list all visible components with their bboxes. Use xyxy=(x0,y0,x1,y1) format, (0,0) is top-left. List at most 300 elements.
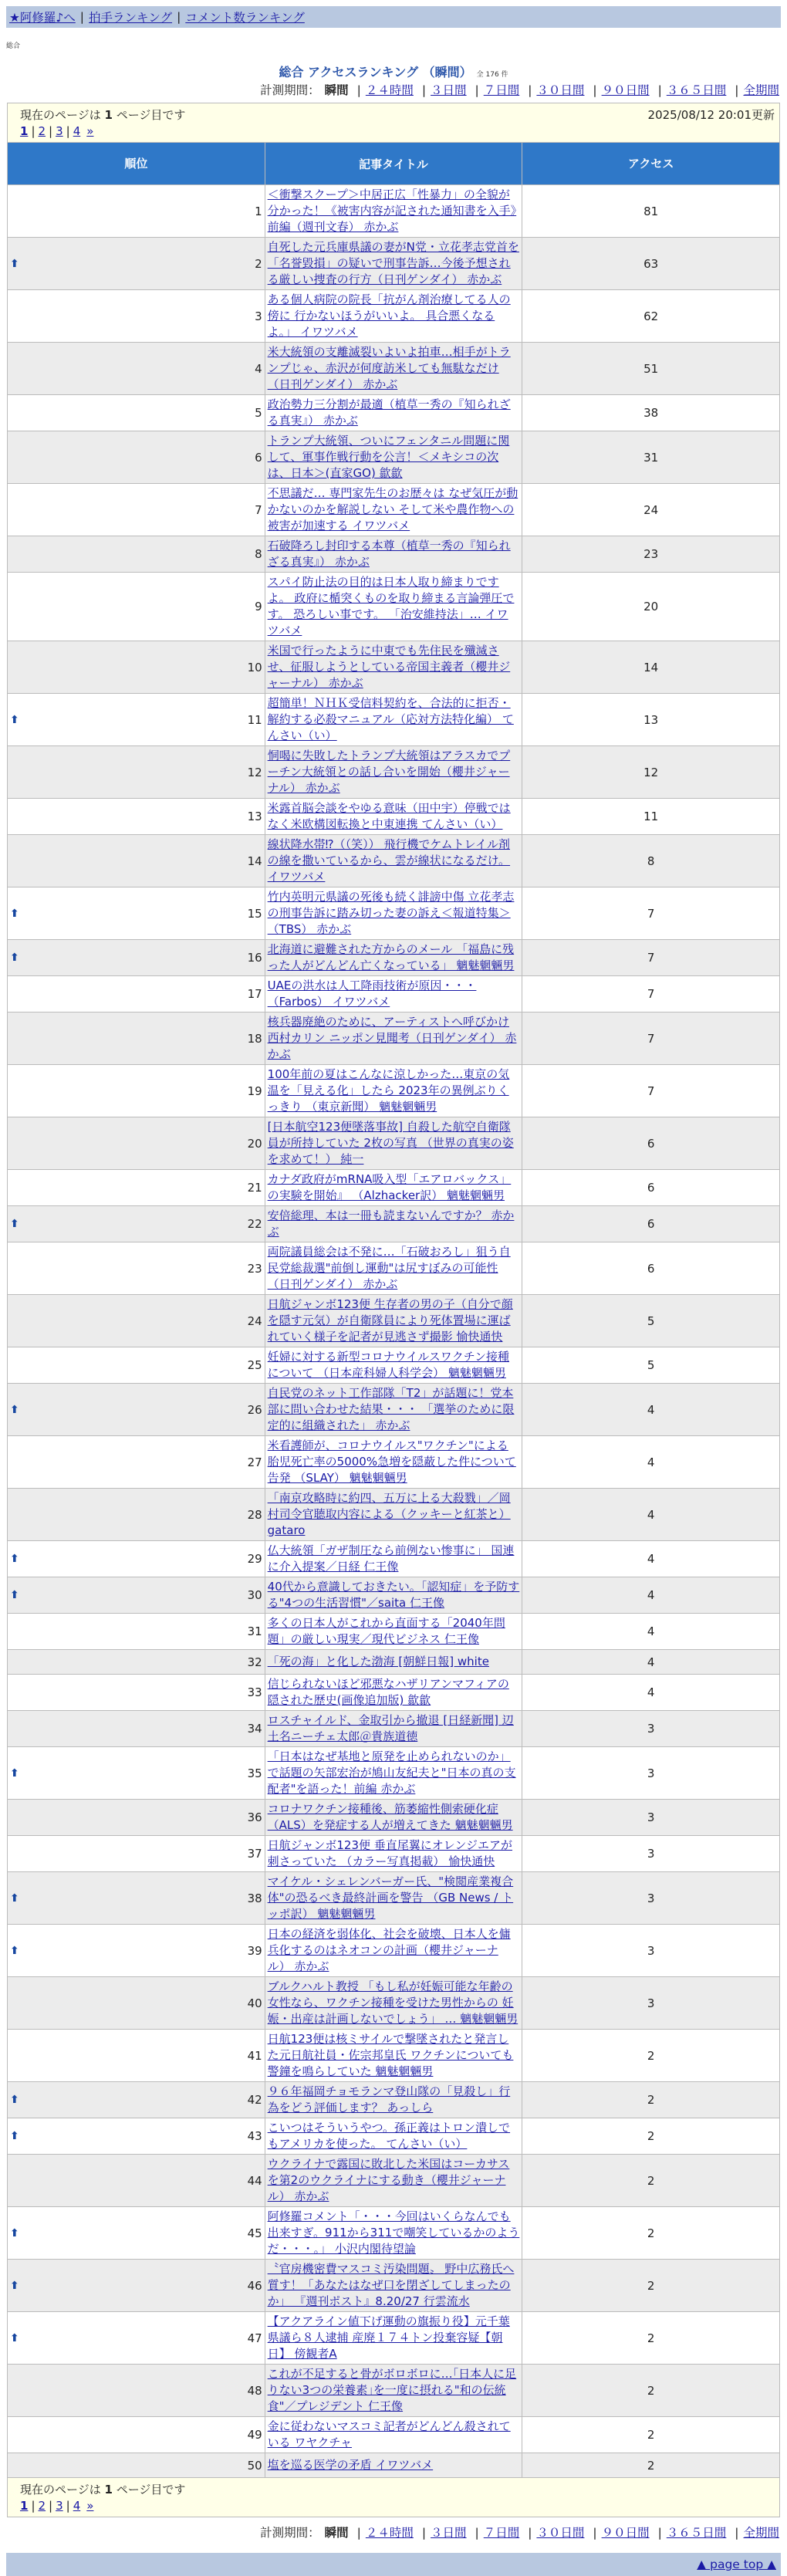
title-cell xyxy=(265,940,522,976)
rank-number: 5 xyxy=(255,406,262,420)
pager-row-bottom xyxy=(8,2478,780,2517)
table-row xyxy=(8,2453,780,2478)
title-cell xyxy=(265,887,522,940)
up-arrow-icon: ⬆ xyxy=(10,1589,19,1601)
title-cell xyxy=(265,343,522,395)
rank-cell xyxy=(8,799,265,835)
rank-cell xyxy=(8,1117,265,1170)
period-link-365d[interactable]: ３６５日間 xyxy=(666,2526,727,2540)
rank-cell xyxy=(8,1065,265,1117)
title-cell xyxy=(265,2312,522,2365)
table-row xyxy=(8,1117,780,1170)
article-link[interactable]: ９６年福岡チョモランマ登山隊の「見殺し」行為をどう評価します？ あっしら xyxy=(267,2084,511,2115)
page-links: 1 | 2 | 3 | 4 » xyxy=(20,2499,94,2513)
table-row xyxy=(8,1650,780,1675)
table-row xyxy=(8,2082,780,2118)
title-cell xyxy=(265,1577,522,1614)
table-row xyxy=(8,1489,780,1541)
table-row xyxy=(8,940,780,976)
period-link-90d[interactable]: ９０日間 xyxy=(601,2526,650,2540)
access-count: 13 xyxy=(522,694,780,746)
title-cell xyxy=(265,1295,522,1347)
article-link[interactable]: 石破降ろし封印する本尊（植草一秀の『知られざる真実』） 赤かぶ xyxy=(267,539,511,569)
period-label: 計測期間： xyxy=(260,2526,320,2540)
table-row xyxy=(8,395,780,431)
up-arrow-icon: ⬆ xyxy=(10,2331,19,2344)
title-cell xyxy=(265,536,522,573)
page-link-3[interactable]: 3 xyxy=(56,124,63,138)
title-cell xyxy=(265,290,522,343)
rank-number: 4 xyxy=(255,361,262,376)
table-row xyxy=(8,1347,780,1384)
access-count: 63 xyxy=(522,238,780,290)
access-count: 2 xyxy=(522,2030,780,2082)
title-cell xyxy=(265,1711,522,1747)
table-row xyxy=(8,887,780,940)
title-cell xyxy=(265,2155,522,2207)
period-link-7d[interactable]: ７日間 xyxy=(483,2526,520,2540)
title-cell xyxy=(265,1436,522,1489)
access-count: 5 xyxy=(522,1347,780,1384)
rank-cell xyxy=(8,1577,265,1614)
table-row xyxy=(8,1614,780,1650)
access-count: 2 xyxy=(522,2312,780,2365)
table-row xyxy=(8,2365,780,2417)
access-count: 5 xyxy=(522,1295,780,1347)
rank-number: 35 xyxy=(247,1766,262,1780)
section-label: 総合 xyxy=(6,42,21,50)
table-row xyxy=(8,1295,780,1347)
title-cell xyxy=(265,1977,522,2030)
article-link[interactable]: 両院議員総会は不発に…「石破おろし」狙う自民党総裁選"前倒し運動"は尻すぼみの可能性（日刊ゲンダイ） 赤かぶ xyxy=(267,1245,511,1291)
rank-number: 50 xyxy=(247,2458,262,2473)
title-cell xyxy=(265,1347,522,1384)
table-row xyxy=(8,2030,780,2082)
table-row xyxy=(8,484,780,536)
article-link[interactable]: 核兵器廃絶のために、アーティストへ呼びかけ 西村カリン ニッポン見聞考（日刊ゲンダイ） 赤かぶ xyxy=(267,1015,517,1061)
table-row xyxy=(8,1711,780,1747)
article-link[interactable]: 多くの日本人がこれから直面する「2040年問題」の厳しい現実／現代ビジネス 仁王像 xyxy=(267,1616,505,1646)
access-count: 3 xyxy=(522,1925,780,1977)
rank-cell xyxy=(8,1614,265,1650)
up-arrow-icon: ⬆ xyxy=(10,1766,19,1780)
title-cell xyxy=(265,641,522,694)
period-link-30d[interactable]: ３０日間 xyxy=(536,83,585,97)
period-link-365d[interactable]: ３６５日間 xyxy=(666,83,727,97)
table-row xyxy=(8,1836,780,1872)
rank-cell xyxy=(8,2207,265,2260)
period-link-90d[interactable]: ９０日間 xyxy=(601,83,650,97)
article-link[interactable]: カナダ政府がmRNA吸入型「エアロバックス」の実験を開始』 （Alzhacker訳） 魑魅魍魎男 xyxy=(267,1172,512,1202)
pager-bottom xyxy=(8,2478,779,2517)
page-title: 総合 アクセスランキング （瞬間） xyxy=(279,65,472,79)
table-header-row xyxy=(8,143,780,185)
access-count: 3 xyxy=(522,1800,780,1836)
access-count: 2 xyxy=(522,2118,780,2155)
article-link[interactable]: 米大統領の支離滅裂いよいよ拍車…相手がトランプじゃ、赤沢が何度訪米しても無駄なだけ（日刊ゲンダイ） 赤かぶ xyxy=(267,345,511,391)
rank-number: 48 xyxy=(247,2383,262,2398)
title-cell xyxy=(265,1747,522,1800)
up-arrow-icon: ⬆ xyxy=(10,1944,19,1957)
table-row xyxy=(8,431,780,484)
table-row xyxy=(8,1384,780,1436)
table-row xyxy=(8,1012,780,1065)
article-link[interactable]: 政治勢力三分割が最適（植草一秀の『知られざる真実』） 赤かぶ xyxy=(267,397,511,428)
up-arrow-icon: ⬆ xyxy=(10,257,19,270)
access-count: 4 xyxy=(522,1614,780,1650)
rank-cell xyxy=(8,1836,265,1872)
rank-cell xyxy=(8,2260,265,2312)
access-count: 3 xyxy=(522,1977,780,2030)
article-link[interactable]: 不思議だ… 専門家先生のお歴々は なぜ気圧が動かないのかを解説しない そして米や農作物への被害が加速する イワツバメ xyxy=(267,486,518,532)
up-arrow-icon: ⬆ xyxy=(10,907,19,920)
article-link[interactable]: 竹内英明元県議の死後も続く誹謗中傷 立花孝志の刑事告訴に踏み切った妻の訴え＜報道特集＞（TBS） 赤かぶ xyxy=(267,890,515,936)
period-link-3d[interactable]: ３日間 xyxy=(431,83,467,97)
access-count: 3 xyxy=(522,1836,780,1872)
separator: | xyxy=(177,10,181,24)
access-count: 20 xyxy=(522,573,780,641)
title-cell xyxy=(265,238,522,290)
title-cell xyxy=(265,1384,522,1436)
title-cell xyxy=(265,1012,522,1065)
rank-number: 49 xyxy=(247,2428,262,2442)
article-link[interactable]: 金に従わないマスコミ記者がどんどん殺されている ワヤクチャ xyxy=(267,2419,511,2449)
article-link[interactable]: 安倍総理、本は一冊も読まないんですか？ 赤かぶ xyxy=(267,1209,515,1239)
table-row xyxy=(8,1872,780,1925)
title-cell xyxy=(265,1242,522,1295)
page-link-4[interactable]: 4 xyxy=(73,2499,81,2513)
rank-number: 46 xyxy=(247,2278,262,2293)
article-link[interactable]: こいつはそういうやつ。孫正義はトロン潰しでもアメリカを使った。 てんさい（い） xyxy=(267,2121,511,2151)
rank-number: 7 xyxy=(255,502,262,517)
access-count: 7 xyxy=(522,1065,780,1117)
title-cell xyxy=(265,1800,522,1836)
access-count: 12 xyxy=(522,746,780,799)
table-row xyxy=(8,694,780,746)
access-count: 2 xyxy=(522,2417,780,2453)
rank-number: 27 xyxy=(247,1455,262,1469)
period-current: 瞬間 xyxy=(324,2526,349,2540)
access-count: 3 xyxy=(522,1747,780,1800)
article-link[interactable]: スパイ防止法の目的は日本人取り締まりですよ。 政府に楯突くものを取り締まる言論弾圧です。 恐ろしい事です。 「治安維持法」… イワツバメ xyxy=(267,575,515,637)
rank-cell xyxy=(8,484,265,536)
title-cell xyxy=(265,2453,522,2478)
page-top-link[interactable]: ▲ page top ▲ xyxy=(697,2557,776,2571)
access-count: 7 xyxy=(522,940,780,976)
rank-cell xyxy=(8,2155,265,2207)
access-count: 2 xyxy=(522,2453,780,2478)
rank-cell xyxy=(8,1541,265,1577)
table-row xyxy=(8,1747,780,1800)
table-row xyxy=(8,1977,780,2030)
rank-number: 8 xyxy=(255,547,262,561)
period-link-24h[interactable]: ２４時間 xyxy=(365,2526,414,2540)
rank-cell xyxy=(8,1012,265,1065)
up-arrow-icon: ⬆ xyxy=(10,2130,19,2142)
up-arrow-icon: ⬆ xyxy=(10,2094,19,2106)
rank-cell xyxy=(8,1747,265,1800)
article-link[interactable]: 日航ジャンボ123便 生存者の男の子（自分で顔を隠す元気）が自衛隊員により死体置場に運ばれていく様子を記者が見逃さず撮影 愉快通快 xyxy=(267,1297,513,1344)
rank-cell xyxy=(8,1295,265,1347)
period-link-all[interactable]: 全期間 xyxy=(743,2526,779,2540)
up-arrow-icon: ⬆ xyxy=(10,2226,19,2240)
title-cell xyxy=(265,484,522,536)
page-title-row xyxy=(0,63,787,78)
period-link-all[interactable]: 全期間 xyxy=(743,83,779,97)
access-count: 4 xyxy=(522,1541,780,1577)
article-link[interactable]: 恫喝に失敗したトランプ大統領はアラスカでプーチン大統領との話し合いを開始（櫻井ジャーナル） 赤かぶ xyxy=(267,749,511,795)
rank-cell xyxy=(8,1711,265,1747)
access-count: 38 xyxy=(522,395,780,431)
table-row xyxy=(8,2260,780,2312)
access-count: 8 xyxy=(522,835,780,887)
article-link[interactable]: ＜衝撃スクープ＞中居正広「性暴力」の全貌が分かった！《被害内容が記された通知書を入手》前編（週刊文春） 赤かぶ xyxy=(267,188,517,234)
table-row xyxy=(8,238,780,290)
article-link[interactable]: 妊婦に対する新型コロナウイルスワクチン接種について （日本産科婦人科学会） 魑魅魍魎男 xyxy=(267,1350,510,1380)
article-link[interactable]: ある個人病院の院長「抗がん剤治療してる人の傍に 行かないほうがいいよ。 具合悪くなるよ。」 イワツバメ xyxy=(267,292,511,339)
comment-ranking-link[interactable]: コメント数ランキング xyxy=(185,11,305,25)
rank-cell xyxy=(8,343,265,395)
title-cell xyxy=(265,2082,522,2118)
page-link-2[interactable]: 2 xyxy=(38,124,46,138)
title-cell xyxy=(265,1489,522,1541)
page-link-4[interactable]: 4 xyxy=(73,124,81,138)
title-cell xyxy=(265,1925,522,1977)
next-page-link[interactable]: » xyxy=(86,124,94,138)
article-link[interactable]: 日航ジャンボ123便 垂直尾翼にオレンジエアが刺さっていた （カラー写真掲載） 愉快通快 xyxy=(267,1838,513,1868)
title-cell xyxy=(265,1206,522,1242)
rank-number: 15 xyxy=(247,906,262,921)
article-link[interactable]: [日本航空123便墜落事故] 自殺した航空自衛隊員が所持していた 2枚の写真 （世界の真実の姿を求めて！） 純一 xyxy=(267,1120,514,1166)
access-count: 4 xyxy=(522,1577,780,1614)
article-link[interactable]: 米露首脳会談をやゆる意味（田中宇）停戦ではなく米欧構図転換と中東連携 てんさい（い） xyxy=(267,801,511,831)
title-cell xyxy=(265,799,522,835)
title-cell xyxy=(265,1675,522,1711)
updated-timestamp: 2025/08/12 20:01更新 xyxy=(647,108,775,122)
rank-cell xyxy=(8,2417,265,2453)
table-row xyxy=(8,641,780,694)
page-link-2[interactable]: 2 xyxy=(38,2499,46,2513)
rank-number: 18 xyxy=(247,1031,262,1046)
table-row xyxy=(8,2312,780,2365)
article-link[interactable]: 日本の経済を弱体化、社会を破壊、日本人を傭兵化するのはネオコンの計画（櫻井ジャーナル） 赤かぶ xyxy=(267,1927,511,1973)
rank-number: 9 xyxy=(255,600,262,614)
access-count: 3 xyxy=(522,1872,780,1925)
access-count: 4 xyxy=(522,1650,780,1675)
article-link[interactable]: トランプ大統領、ついにフェンタニル問題に関して、軍事作戦行動を公言！＜メキシコの次は、日本＞(直家GO) 歙歙 xyxy=(267,434,510,480)
article-link[interactable]: 北海道に避難された方からのメール 「福島に残った人がどんどん亡くなっている」 魑魅魍魎男 xyxy=(267,942,515,972)
rank-cell xyxy=(8,1170,265,1206)
ranking-table xyxy=(7,103,780,2517)
access-count: 23 xyxy=(522,536,780,573)
up-arrow-icon: ⬆ xyxy=(10,1553,19,1565)
article-link[interactable]: 超簡単！ＮＨＫ受信料契約を、合法的に拒否・解約する必殺マニュアル（応対方法特化編） てんさい（い） xyxy=(267,696,514,742)
article-link[interactable]: コロナワクチン接種後、筋萎縮性側索硬化症（ALS）を発症する人が増えてきた 魑魅魍魎男 xyxy=(267,1802,513,1832)
rank-number: 29 xyxy=(247,1552,262,1566)
access-count: 3 xyxy=(522,1711,780,1747)
title-cell xyxy=(265,694,522,746)
rank-number: 16 xyxy=(247,951,262,965)
access-count: 6 xyxy=(522,1242,780,1295)
title-cell xyxy=(265,2030,522,2082)
rank-number: 45 xyxy=(247,2226,262,2240)
table-row xyxy=(8,1206,780,1242)
title-cell xyxy=(265,573,522,641)
rank-cell xyxy=(8,887,265,940)
rank-cell xyxy=(8,395,265,431)
rank-cell xyxy=(8,290,265,343)
applause-ranking-link[interactable]: 拍手ランキング xyxy=(89,11,173,25)
title-cell xyxy=(265,431,522,484)
home-link[interactable]: ★阿修羅♪へ xyxy=(9,11,76,25)
rank-cell xyxy=(8,1925,265,1977)
rank-cell xyxy=(8,694,265,746)
rank-number: 22 xyxy=(247,1217,262,1231)
access-count: 2 xyxy=(522,2365,780,2417)
title-cell xyxy=(265,835,522,887)
rank-cell xyxy=(8,2082,265,2118)
title-cell xyxy=(265,2260,522,2312)
article-link[interactable]: 自民党のネット工作部隊「T2」が話題に！党本部に問い合わせた結果・・・ 「選挙のために限定的に組織された」 赤かぶ xyxy=(267,1386,515,1432)
article-link[interactable]: 「死の海」と化した渤海 [朝鮮日報] white xyxy=(267,1655,489,1668)
article-link[interactable]: 自死した元兵庫県議の妻がN党・立花孝志党首を「名誉毀損」の疑いで刑事告訴…今後予想される厳しい捜査の行方（日刊ゲンダイ） 赤かぶ xyxy=(267,240,519,286)
rank-number: 47 xyxy=(247,2331,262,2345)
rank-cell xyxy=(8,1675,265,1711)
rank-number: 26 xyxy=(247,1402,262,1417)
article-link[interactable]: 仏大統領「ガザ制圧なら前例ない惨事に」 国連に介入提案／日経 仁王像 xyxy=(267,1543,515,1574)
rank-cell xyxy=(8,573,265,641)
article-link[interactable]: 米看護師が、コロナウイルス"ワクチン"による胎児死亡率の5000%急増を隠蔽した件について告発 （SLAY） 魑魅魍魎男 xyxy=(267,1438,516,1485)
table-row xyxy=(8,1577,780,1614)
next-page-link[interactable]: » xyxy=(86,2499,94,2513)
article-link[interactable]: 阿修羅コメント「・・・今回はいくらなんでも出来すぎ。911から311で嘲笑しているかのようだ・・・。」 小沢内閣待望論 xyxy=(267,2209,520,2256)
article-link[interactable]: ウクライナで露国に敗北した米国はコーカサスを第2のウクライナにする動き（櫻井ジャーナル） 赤かぶ xyxy=(267,2157,510,2203)
article-link[interactable]: ロスチャイルド、金取引から撤退 [日経新聞] 辺土名ニーチェ太郎＠貴族道徳 xyxy=(267,1713,514,1743)
access-count: 6 xyxy=(522,1206,780,1242)
title-cell xyxy=(265,1541,522,1577)
rank-number: 6 xyxy=(255,450,262,465)
table-row xyxy=(8,1925,780,1977)
rank-number: 17 xyxy=(247,987,262,1001)
up-arrow-icon: ⬆ xyxy=(10,713,19,726)
period-selector-bottom: 計測期間： 瞬間 | ２４時間 | ３日間 | ７日間 | ３０日間 | ９０日間 | ３６５日間 | 全期間 xyxy=(260,2526,779,2540)
table-row xyxy=(8,2207,780,2260)
table-row xyxy=(8,1800,780,1836)
title-cell xyxy=(265,1614,522,1650)
rank-number: 23 xyxy=(247,1261,262,1276)
period-link-30d[interactable]: ３０日間 xyxy=(536,2526,585,2540)
article-link[interactable]: UAEの洪水は人工降雨技術が原因・・・（Farbos） イワツバメ xyxy=(267,979,477,1009)
table-row xyxy=(8,1436,780,1489)
table-row xyxy=(8,2118,780,2155)
period-link-3d[interactable]: ３日間 xyxy=(431,2526,467,2540)
article-link[interactable]: 〝官房機密費マスコミ汚染問題〟 野中広務氏へ質す！「あなたはなぜ口を閉ざしてしまったのか」 『週刊ポスト』8.20/27 行雲流水 xyxy=(267,2262,515,2308)
article-link[interactable]: 40代から意識しておきたい。「認知症」を予防する"4つの生活習慣"／saita 仁王像 xyxy=(267,1580,520,1610)
access-count: 7 xyxy=(522,976,780,1012)
period-current: 瞬間 xyxy=(324,83,349,97)
footer-bar xyxy=(6,2553,781,2576)
access-count: 2 xyxy=(522,2260,780,2312)
rank-cell xyxy=(8,1650,265,1675)
article-link[interactable]: 線状降水帯⁉（（笑）） 飛行機でケムトレイル剤の線を撒いているから、雲が線状になるだけ。 イワツバメ xyxy=(267,837,511,884)
table-row xyxy=(8,1170,780,1206)
up-arrow-icon: ⬆ xyxy=(10,952,19,964)
up-arrow-icon: ⬆ xyxy=(10,1218,19,1230)
access-count: 11 xyxy=(522,799,780,835)
table-row xyxy=(8,290,780,343)
period-link-7d[interactable]: ７日間 xyxy=(483,83,520,97)
article-link[interactable]: 100年前の夏はこんなに涼しかった…東京の気温を「見える化」したら 2023年の異例ぶりくっきり （東京新聞） 魑魅魍魎男 xyxy=(267,1067,510,1114)
title-cell xyxy=(265,2118,522,2155)
article-link[interactable]: 信じられないほど邪悪なハザリアンマフィアの隠された歴史(画像追加版) 歙歙 xyxy=(267,1677,509,1707)
title-cell xyxy=(265,1872,522,1925)
table-row xyxy=(8,746,780,799)
article-link[interactable]: 【アクアライン値下げ運動の旗振り役】元千葉県議ら８人逮捕 産廃１７４トン投棄容疑【朝日】 傍観者A xyxy=(267,2314,510,2361)
rank-number: 34 xyxy=(247,1722,262,1736)
rank-cell xyxy=(8,746,265,799)
article-link[interactable]: 塩を巡る医学の矛盾 イワツバメ xyxy=(267,2458,434,2472)
access-count: 6 xyxy=(522,1117,780,1170)
period-selector: 計測期間： 瞬間 | ２４時間 | ３日間 | ７日間 | ３０日間 | ９０日間 | ３６５日間 | 全期間 xyxy=(260,83,779,97)
period-label: 計測期間： xyxy=(260,83,320,97)
separator: | xyxy=(79,10,85,24)
rank-cell xyxy=(8,1206,265,1242)
header-rank: 順位 xyxy=(8,143,265,185)
rank-number: 28 xyxy=(247,1507,262,1522)
page-links: 1 | 2 | 3 | 4 » xyxy=(20,124,94,138)
article-link[interactable]: マイケル・シェレンバーガー氏、"検閲産業複合体"の恐るべき最終計画を警告 （GB News / トッポ訳） 魑魅魍魎男 xyxy=(267,1875,514,1921)
article-link[interactable]: 「南京攻略時に約四、五万に上る大殺戮」／岡村司令官聴取内容による（クッキーと紅茶と） gataro xyxy=(267,1491,511,1537)
rank-cell xyxy=(8,976,265,1012)
table-row xyxy=(8,976,780,1012)
up-arrow-icon: ⬆ xyxy=(10,1403,19,1416)
period-link-24h[interactable]: ２４時間 xyxy=(365,83,414,97)
rank-cell xyxy=(8,2453,265,2478)
up-arrow-icon: ⬆ xyxy=(10,2279,19,2292)
rank-number: 12 xyxy=(247,765,262,779)
rank-cell xyxy=(8,1347,265,1384)
access-count: 4 xyxy=(522,1436,780,1489)
access-count: 2 xyxy=(522,2082,780,2118)
rank-number: 37 xyxy=(247,1847,262,1861)
rank-number: 10 xyxy=(247,660,262,674)
rank-number: 44 xyxy=(247,2173,262,2188)
rank-cell xyxy=(8,1977,265,2030)
table-row xyxy=(8,1675,780,1711)
rank-cell xyxy=(8,641,265,694)
rank-number: 19 xyxy=(247,1083,262,1098)
article-link[interactable]: 米国で行ったように中東でも先住民を殲滅させ、征服しようとしている帝国主義者（櫻井ジャーナル） 赤かぶ xyxy=(267,644,511,690)
rank-cell xyxy=(8,1436,265,1489)
page-link-3[interactable]: 3 xyxy=(56,2499,63,2513)
rank-cell xyxy=(8,2030,265,2082)
article-link[interactable]: 「日本はなぜ基地と原発を止められないのか」で話題の矢部宏治が鳩山友紀夫と"日本の真の支配者"を語った！前編 赤かぶ xyxy=(267,1749,516,1796)
article-link[interactable]: 日航123便は核ミサイルで撃墜されたと発言した元日航社員・佐宗邦皇氏 ワクチンについても警鐘を鳴らしていた 魑魅魍魎男 xyxy=(267,2032,514,2078)
access-count: 31 xyxy=(522,431,780,484)
article-link[interactable]: これが不足すると骨がボロボロに…｢日本人に足りない3つの栄養素｣を一度に摂れる"和の伝統食"／プレジデント 仁王像 xyxy=(267,2367,517,2413)
page-link-1[interactable]: 1 xyxy=(20,2499,29,2513)
table-row xyxy=(8,2417,780,2453)
rank-number: 11 xyxy=(247,712,262,727)
top-nav-bar xyxy=(6,6,781,28)
page-link-1[interactable]: 1 xyxy=(20,124,29,138)
header-access: アクセス xyxy=(522,143,780,185)
rank-number: 24 xyxy=(247,1313,262,1328)
article-link[interactable]: ブルクハルト教授 「もし私が妊娠可能な年齢の女性なら、ワクチン接種を受けた男性からの 妊娠・出産は計画しないでしょう」 … 魑魅魍魎男 xyxy=(267,1979,518,2026)
access-count: 14 xyxy=(522,641,780,694)
access-count: 81 xyxy=(522,185,780,238)
table-row xyxy=(8,2155,780,2207)
